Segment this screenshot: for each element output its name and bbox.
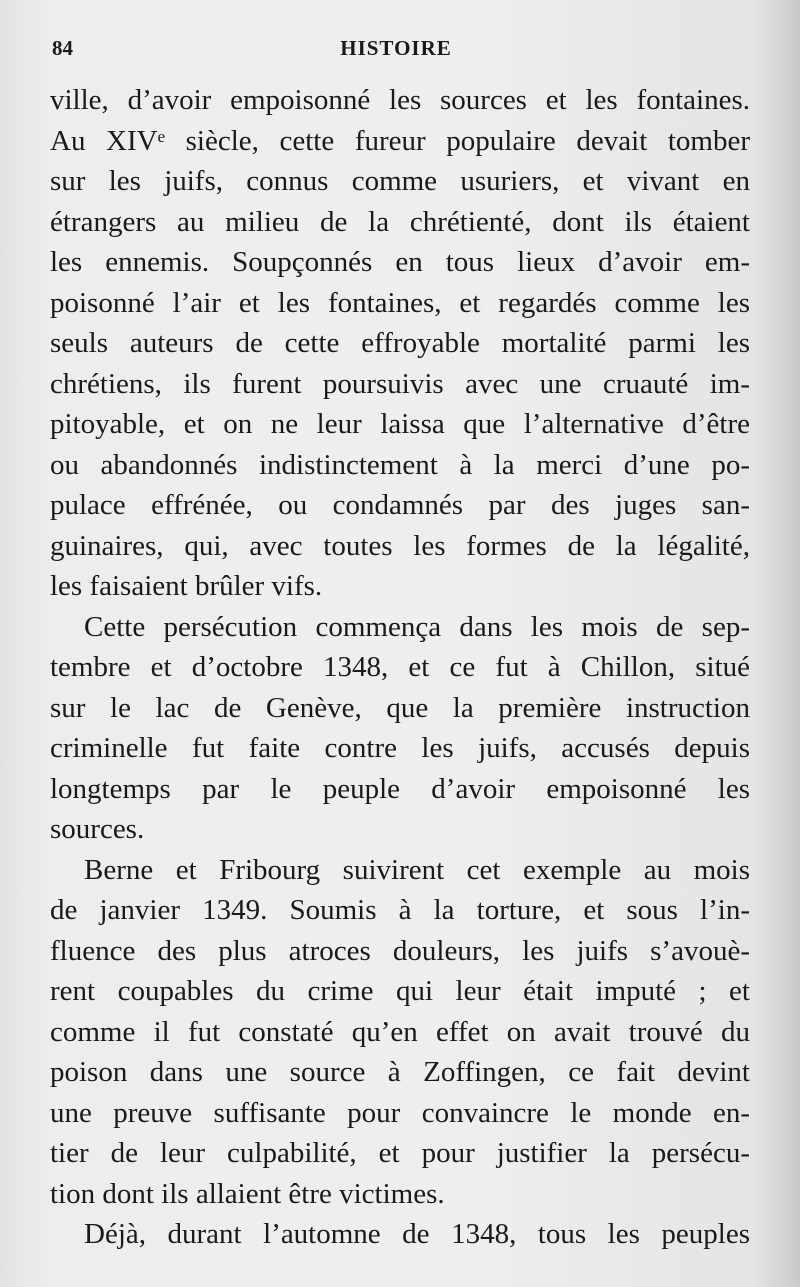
- text-line: étrangers au milieu de la chrétienté, dont ils étaient: [50, 205, 750, 238]
- text-line: les ennemis. Soupçonnés en tous lieux d’avoir em-: [50, 246, 750, 278]
- text-line: tion dont ils allaient être victimes.: [50, 1177, 445, 1210]
- running-title: HISTOIRE: [340, 36, 452, 60]
- text-line: rent coupables du crime qui leur était imputé ; et: [50, 975, 750, 1007]
- text-line: pulace effrénée, ou condamnés par des juges san-: [50, 489, 750, 521]
- text-line: tembre et d’octobre 1348, et ce fut à Chillon, situé: [50, 651, 750, 683]
- text-line: poisonné l’air et les fontaines, et regardés comme les: [50, 286, 750, 319]
- text-line: tier de leur culpabilité, et pour justifier la persécu-: [50, 1137, 750, 1169]
- text-line: guinaires, qui, avec toutes les formes de la légalité,: [50, 529, 750, 562]
- text-line: de janvier 1349. Soumis à la torture, et sous l’in-: [50, 894, 750, 926]
- text-line: criminelle fut faite contre les juifs, accusés depuis: [50, 732, 750, 764]
- page-body-text: [50, 80, 750, 1255]
- text-line: ville, d’avoir empoisonné les sources et les fontaines.: [50, 84, 750, 116]
- text-line: comme il fut constaté qu’en effet on avait trouvé du: [50, 1015, 750, 1048]
- text-line: sur le lac de Genève, que la première instruction: [50, 691, 750, 724]
- text-line: Déjà, durant l’automne de 1348, tous les peuples: [84, 1218, 750, 1250]
- text-line: une preuve suffisante pour convaincre le monde en-: [50, 1096, 750, 1129]
- text-line: fluence des plus atroces douleurs, les juifs s’avouè-: [50, 934, 750, 967]
- text-line: longtemps par le peuple d’avoir empoisonné les: [50, 772, 750, 805]
- text-line: sources.: [50, 813, 145, 845]
- text-line: Berne et Fribourg suivirent cet exemple au mois: [84, 853, 750, 886]
- text-line: chrétiens, ils furent poursuivis avec une cruauté im-: [50, 367, 750, 400]
- text-line: seuls auteurs de cette effroyable mortalité parmi les: [50, 327, 750, 359]
- text-line: ou abandonnés indistinctement à la merci d’une po-: [50, 448, 750, 481]
- page-header: [52, 36, 740, 70]
- text-line: Cette persécution commença dans les mois de sep-: [84, 610, 750, 643]
- text-line: les faisaient brûler vifs.: [50, 570, 323, 602]
- text-line: sur les juifs, connus comme usuriers, et vivant en: [50, 165, 750, 197]
- text-line: poison dans une source à Zoffingen, ce fait devint: [50, 1056, 750, 1088]
- text-line: Au XIVᵉ siècle, cette fureur populaire devait tomber: [50, 124, 750, 157]
- text-line: pitoyable, et on ne leur laissa que l’alternative d’être: [50, 408, 750, 440]
- page-number: 84: [52, 36, 73, 60]
